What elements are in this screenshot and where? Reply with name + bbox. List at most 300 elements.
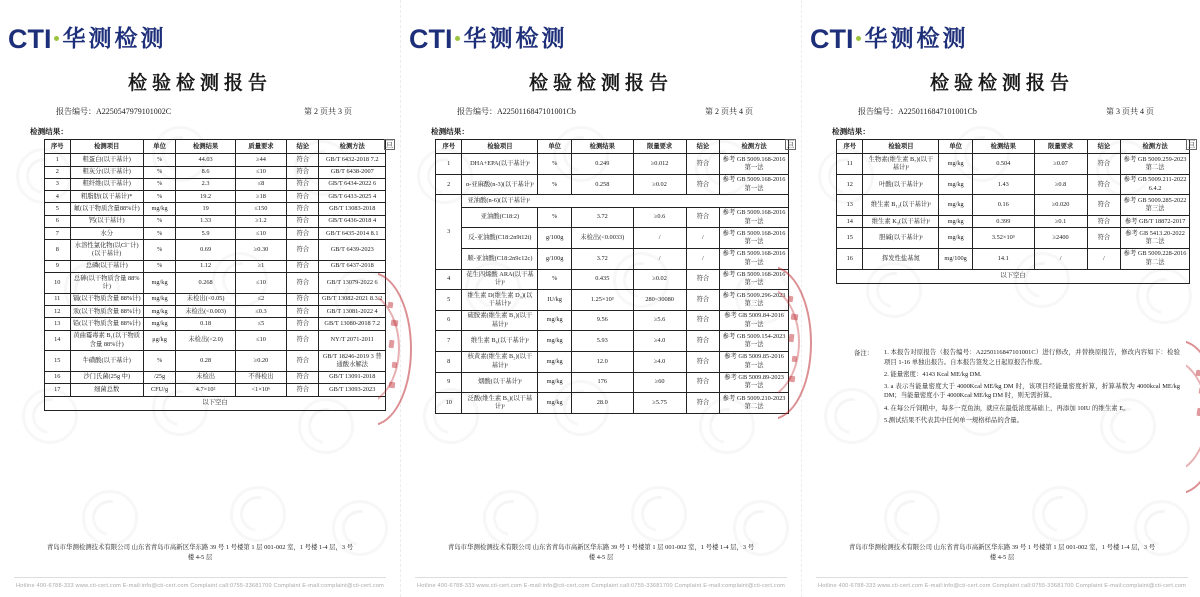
- cell: 符合: [686, 372, 720, 393]
- cell: ≥0.02: [633, 269, 686, 290]
- cell: 参考 GB 5009.154-2023 第一法: [720, 331, 789, 352]
- cell: 参考 GB 5009.85-2016 第一法: [720, 351, 789, 372]
- cell: 符合: [686, 331, 720, 352]
- cell: 14: [837, 216, 863, 228]
- cell: 7: [45, 228, 71, 240]
- cell: mg/kg: [143, 273, 175, 294]
- cell: ≥4.0: [633, 351, 686, 372]
- cell: 6: [436, 310, 462, 331]
- cell: 汞(以干物质含量 88%计): [70, 306, 143, 318]
- blank-below-row: [45, 396, 386, 410]
- page-indicator: 第 2 页共 4 页: [705, 107, 753, 116]
- report-meta: [858, 106, 1154, 117]
- cell: mg/kg: [538, 331, 572, 352]
- cell: GB/T 13082-2021 8.3.2: [319, 293, 386, 305]
- cell: <1×10⁶: [235, 384, 286, 396]
- cell: 0.435: [571, 269, 633, 290]
- table-header-row: [45, 140, 386, 154]
- cell: ≥4.0: [633, 331, 686, 352]
- report-title: 检验检测报告: [929, 73, 1074, 94]
- cti-logo-chinese: 华测检测: [864, 26, 969, 51]
- table-row: [45, 178, 386, 190]
- cell: 1.12: [176, 260, 236, 272]
- column-header: 结论: [686, 140, 720, 154]
- remark-line: 5.测试结果不代表其中任何单一规格样品的含量。: [884, 416, 1023, 424]
- cell: 0.249: [571, 154, 633, 175]
- cell: 17: [45, 384, 71, 396]
- cell: GB/T 6434-2022 6: [319, 178, 386, 190]
- cell: 符合: [1087, 154, 1121, 175]
- report-number-value: A2250116847101001Cb: [497, 107, 576, 116]
- cell: ≥5.6: [633, 310, 686, 331]
- cell: 0.268: [176, 273, 236, 294]
- cell: 13: [45, 318, 71, 330]
- table-row: [436, 372, 789, 393]
- cell: 符合: [287, 154, 319, 166]
- remarks: [854, 348, 1180, 428]
- cell: %: [538, 174, 572, 195]
- cell: 1.25×10³: [571, 290, 633, 311]
- remarks-list: [884, 348, 1180, 428]
- cell: 5: [436, 290, 462, 311]
- cti-watermark: [1032, 486, 1088, 542]
- cell: 花生四烯酸 ARA(以干基计)ᵃ: [462, 269, 538, 290]
- cell: %: [538, 207, 572, 228]
- cell: 亚油酸(C18:2): [462, 207, 538, 228]
- cell: 水分: [70, 228, 143, 240]
- cell: mg/kg: [939, 228, 973, 249]
- cell: %: [143, 228, 175, 240]
- cell: 符合: [287, 260, 319, 272]
- cell: %: [143, 240, 175, 261]
- cell: 4: [45, 191, 71, 203]
- cell: 符合: [287, 273, 319, 294]
- table-row: [45, 371, 386, 383]
- table-row: [436, 351, 789, 372]
- cell: /: [1087, 248, 1121, 269]
- column-header: 检测项目: [70, 140, 143, 154]
- report-title: 检验检测报告: [127, 73, 272, 94]
- cell: 挥发性盐基氮: [863, 248, 939, 269]
- cell: 符合: [287, 191, 319, 203]
- cell: 符合: [287, 293, 319, 305]
- cell: 12: [837, 174, 863, 195]
- cti-logo-chinese: 华测检测: [463, 26, 568, 51]
- cell: 粗灰分(以干基计): [70, 166, 143, 178]
- table-row: [436, 248, 789, 269]
- cell: 8: [436, 351, 462, 372]
- cell: 参考 GB 5009.89-2023 第一法: [720, 372, 789, 393]
- cell: mg/kg: [939, 195, 973, 216]
- remark-line: 1. 本报告对原报告（报告编号：A2250116847101001C）进行修改，并替换原报告，修改内容如下：检验项目 1-16 单独出报告。自本报告签发之日起原报告作废。: [884, 349, 1180, 366]
- cell: 符合: [1087, 195, 1121, 216]
- cell: 13: [837, 195, 863, 216]
- report-page-3: [801, 0, 1200, 597]
- cell: 符合: [686, 393, 720, 414]
- cell: 0.399: [972, 216, 1034, 228]
- cell: mg/kg: [939, 216, 973, 228]
- cell: 1: [45, 154, 71, 166]
- cell: ≤0.3: [235, 306, 286, 318]
- cell: 1.33: [176, 215, 236, 227]
- cell: 符合: [1087, 174, 1121, 195]
- table-row: [45, 260, 386, 272]
- cti-logo-text: CTI: [8, 24, 52, 54]
- cell: 参考 GB 5009.168-2016 第一法: [720, 228, 789, 249]
- cell: GB/T 13081-2022 4: [319, 306, 386, 318]
- cell: 16: [45, 371, 71, 383]
- cell: %: [143, 351, 175, 372]
- cell: 泛酸(维生素 B₅)(以干基计)ᵃ: [462, 393, 538, 414]
- cell: 9.56: [571, 310, 633, 331]
- cell: 维生素 B₆(以干基计)ᵃ: [462, 331, 538, 352]
- cell: %: [143, 166, 175, 178]
- cell: ≥60: [633, 372, 686, 393]
- table-row: [436, 195, 789, 207]
- cell: 8.6: [176, 166, 236, 178]
- cell: 14.1: [972, 248, 1034, 269]
- cell: GB/T 6437-2018: [319, 260, 386, 272]
- logo-green-dot-icon: [856, 36, 861, 41]
- cell: %: [143, 191, 175, 203]
- cell: 未检出(<2.0): [176, 330, 236, 351]
- cell: g/100g: [538, 228, 572, 249]
- cell: 符合: [287, 351, 319, 372]
- table-row: [45, 228, 386, 240]
- cell: 顺-亚油酸(C18:2n9c12c): [462, 248, 538, 269]
- cell: 4: [436, 269, 462, 290]
- cell: ≤10: [235, 273, 286, 294]
- table-row: [45, 166, 386, 178]
- cell: 水溶性氯化物(以Cl⁻计)(以干基计): [70, 240, 143, 261]
- cell: ≥2400: [1034, 228, 1087, 249]
- cell: ≥0.6: [633, 207, 686, 228]
- cell: 5.9: [176, 228, 236, 240]
- remark-line: 3. a 表示当能量密度大于 4000Kcal ME/kg DM 时，该项目经能量密度折算，折算基数为 4000kcal ME/kg DM；当能量密度小于 4000Kcal ME/kg DM 时，则无需折算。: [884, 382, 1180, 400]
- cell: 0.69: [176, 240, 236, 261]
- column-header: 单位: [939, 140, 973, 154]
- report-page-2: [400, 0, 801, 597]
- cell: 28.0: [571, 393, 633, 414]
- cell: ≤10: [235, 330, 286, 351]
- cell: 参考 GB 5009.168-2016 第一法: [720, 174, 789, 195]
- cell: 12: [45, 306, 71, 318]
- cell: 5: [45, 203, 71, 215]
- cell: 镉(以干物质含量 88%计): [70, 293, 143, 305]
- cell: GB/T 6438-2007: [319, 166, 386, 178]
- column-header: 序号: [45, 140, 71, 154]
- cell: 2.3: [176, 178, 236, 190]
- cell: 5.93: [571, 331, 633, 352]
- page-indicator: 第 3 页共 4 页: [1106, 107, 1154, 116]
- cell: %: [538, 269, 572, 290]
- cell: ≥0.02: [633, 174, 686, 195]
- cell: GB/T 6436-2018 4: [319, 215, 386, 227]
- cell: 符合: [686, 351, 720, 372]
- cell: 12.0: [571, 351, 633, 372]
- column-header: 检验项目: [462, 140, 538, 154]
- report-page-1: [0, 0, 400, 597]
- cell: ≥0.20: [235, 351, 286, 372]
- cell: 3.72: [571, 248, 633, 269]
- results-table: [836, 139, 1190, 284]
- cell: 符合: [686, 269, 720, 290]
- table-row: [45, 351, 386, 372]
- cell: mg/kg: [939, 174, 973, 195]
- cell: 符合: [287, 215, 319, 227]
- cell: 粗脂肪(以干基计)*: [70, 191, 143, 203]
- table-row: [436, 393, 789, 414]
- table-row: [45, 293, 386, 305]
- cti-logo-chinese: 华测检测: [62, 26, 167, 51]
- cell: %: [143, 215, 175, 227]
- cell: /: [686, 248, 720, 269]
- table-row: [45, 203, 386, 215]
- logo-green-dot-icon: [54, 36, 59, 41]
- cell: 总砷(以干物质含量 88%计): [70, 273, 143, 294]
- cti-watermark: [483, 490, 539, 546]
- cti-watermark: [631, 486, 687, 542]
- cell: /: [1034, 248, 1087, 269]
- cell: 8: [45, 240, 71, 261]
- cell: GB/T 13080-2018 7.2: [319, 318, 386, 330]
- cell: 烟酸(以干基计)ᵃ: [462, 372, 538, 393]
- column-header: 结论: [287, 140, 319, 154]
- cell: 细菌总数: [70, 384, 143, 396]
- cell: 牛磺酸(以干基计): [70, 351, 143, 372]
- column-header: 序号: [837, 140, 863, 154]
- cell: mg/kg: [143, 293, 175, 305]
- report-number: [457, 106, 576, 117]
- table-row: [837, 154, 1190, 175]
- column-header: 检测结果: [571, 140, 633, 154]
- cell: 15: [837, 228, 863, 249]
- cell: 1.43: [972, 174, 1034, 195]
- report-number-label: 报告编号：: [56, 107, 96, 116]
- cell: 符合: [287, 384, 319, 396]
- cell: 钙(以干基计): [70, 215, 143, 227]
- cell: 总磷(以干基计): [70, 260, 143, 272]
- cti-logo: [409, 24, 568, 58]
- table-row: [837, 216, 1190, 228]
- cell: mg/kg: [538, 351, 572, 372]
- cell: mg/kg: [939, 154, 973, 175]
- cell: 0.258: [571, 174, 633, 195]
- cell: ≥1: [235, 260, 286, 272]
- cell: 符合: [686, 207, 720, 228]
- cell: 不得检出: [235, 371, 286, 383]
- column-header: 检测结果: [176, 140, 236, 154]
- cell: 粗纤维(以干基计): [70, 178, 143, 190]
- table-row: [436, 154, 789, 175]
- cell: 参考 GB 5009.296-2023 第三法: [720, 290, 789, 311]
- cell: 参考 GB 5413.20-2022 第二法: [1121, 228, 1190, 249]
- cell: α-亚麻酸(n-3)(以干基计)ᵃ: [462, 174, 538, 195]
- cell: 0.16: [972, 195, 1034, 216]
- remark-line: 4. 在每公斤饲粮中，每多一克鱼油，就应在最低浓度基础上，再添加 10IU 的维生素 E。: [884, 404, 1130, 412]
- remarks-label: 备注：: [854, 350, 874, 357]
- cell: 符合: [287, 306, 319, 318]
- report-meta: [457, 106, 753, 117]
- cell: 参考 GB 5009.210-2023 第二法: [720, 393, 789, 414]
- table-row: [436, 310, 789, 331]
- cell: 符合: [287, 318, 319, 330]
- cell: mg/kg: [538, 372, 572, 393]
- cell: mg/100g: [939, 248, 973, 269]
- cell: 沙门氏菌(25g 中): [70, 371, 143, 383]
- company-address: 青岛市华测检测技术有限公司 山东省青岛市高新区华东路 39 号 1 号楼第 1 层 001-002 室，1 号楼 1-4 层，3 号楼 4-5 层: [447, 543, 755, 561]
- cell: 符合: [686, 290, 720, 311]
- cell: GB/T 13091-2018: [319, 371, 386, 383]
- table-row: [45, 273, 386, 294]
- report-number-value: A2250116847101001Cb: [898, 107, 977, 116]
- cell: ≥0.1: [1034, 216, 1087, 228]
- column-header: 检验项目: [863, 140, 939, 154]
- table-row: [45, 154, 386, 166]
- logo-green-dot-icon: [455, 36, 460, 41]
- cti-watermark: [82, 490, 138, 546]
- cell: ≥0.30: [235, 240, 286, 261]
- cell: DHA+EPA(以干基计)ᵃ: [462, 154, 538, 175]
- cell: 符合: [686, 310, 720, 331]
- cell: 亚油酸(n-6)(以干基计)ᵃ: [462, 195, 789, 207]
- column-header: 限量要求: [633, 140, 686, 154]
- cell: 黄曲霉毒素 B₁(以干物质含量 88%计): [70, 330, 143, 351]
- page-edge-mark-icon: 亘: [786, 140, 795, 149]
- cell: 3: [436, 195, 462, 269]
- table-row: [436, 290, 789, 311]
- cell: 参考 GB 5009.228-2016 第二法: [1121, 248, 1190, 269]
- cell: 6: [45, 215, 71, 227]
- report-title: 检验检测报告: [528, 73, 673, 94]
- cell: 0.28: [176, 351, 236, 372]
- cell: GB/T 6433-2025 4: [319, 191, 386, 203]
- cti-watermark: [230, 486, 286, 542]
- cell: 9: [436, 372, 462, 393]
- blank-below-label: 以下空白: [45, 396, 386, 410]
- cell: /: [686, 228, 720, 249]
- cti-watermark: [884, 490, 940, 546]
- footer-hotline: Hotline 400-6788-333 www.cti-cert.com E-mail:info@cti-cert.com Complaint call:0755-33681700 Complaint E-mail:complaint@cti-cert.com: [14, 577, 386, 589]
- page-indicator: 第 2 页共 3 页: [304, 107, 352, 116]
- cell: 参考 GB 5009.211-2022 6.4.2: [1121, 174, 1190, 195]
- cell: 维生素 D(维生素 D₃)(以干基计)ᵃ: [462, 290, 538, 311]
- cell: GB/T 13079-2022 6: [319, 273, 386, 294]
- cell: 胆碱(以干基计)ᵃ: [863, 228, 939, 249]
- cell: ≥1.2: [235, 215, 286, 227]
- cell: 10: [45, 273, 71, 294]
- cti-logo: [8, 24, 167, 58]
- cell: 未检出: [176, 371, 236, 383]
- cell: 44.03: [176, 154, 236, 166]
- cell: CFU/g: [143, 384, 175, 396]
- cell: 10: [436, 393, 462, 414]
- cell: 硫胺素(维生素 B₁)(以干基计)ᵃ: [462, 310, 538, 331]
- cell: 叶酸(以干基计)ᵃ: [863, 174, 939, 195]
- cell: GB/T 13093-2023: [319, 384, 386, 396]
- cell: 符合: [287, 240, 319, 261]
- cell: mg/kg: [143, 306, 175, 318]
- cell: 维生素 K₃(以干基计)ᵃ: [863, 216, 939, 228]
- cell: ≥0.07: [1034, 154, 1087, 175]
- cell: NY/T 2071-2011: [319, 330, 386, 351]
- cell: 参考 GB 5009.285-2022 第三法: [1121, 195, 1190, 216]
- cell: %: [143, 154, 175, 166]
- cell: ≥0.8: [1034, 174, 1087, 195]
- cell: 0.18: [176, 318, 236, 330]
- cell: ≥0.020: [1034, 195, 1087, 216]
- results-table: [435, 139, 789, 414]
- cell: 符合: [1087, 216, 1121, 228]
- cell: /25g: [143, 371, 175, 383]
- cell: 未检出(<0.05): [176, 293, 236, 305]
- results-table: [44, 139, 386, 411]
- table-row: [45, 318, 386, 330]
- cell: g/100g: [538, 248, 572, 269]
- cell: 11: [45, 293, 71, 305]
- table-row: [45, 191, 386, 203]
- cell: mg/kg: [143, 203, 175, 215]
- cell: mg/kg: [143, 318, 175, 330]
- cell: 符合: [287, 330, 319, 351]
- table-row: [436, 269, 789, 290]
- cell: 14: [45, 330, 71, 351]
- cell: 2: [436, 174, 462, 195]
- cell: mg/kg: [538, 310, 572, 331]
- cell: GB/T 6439-2023: [319, 240, 386, 261]
- table-header-row: [436, 140, 789, 154]
- cell: GB/T 18246-2019 3 普通酸水解法: [319, 351, 386, 372]
- cell: 反-亚油酸(C18:2n9t12t): [462, 228, 538, 249]
- cell: ≤150: [235, 203, 286, 215]
- table-row: [837, 195, 1190, 216]
- cell: ≤10: [235, 166, 286, 178]
- cell: 未检出(<0.0033): [571, 228, 633, 249]
- table-row: [436, 331, 789, 352]
- cell: /: [633, 228, 686, 249]
- cell: %: [538, 154, 572, 175]
- blank-below-row: [837, 269, 1190, 283]
- results-label: 检测结果：: [431, 127, 469, 136]
- cell: 7: [436, 331, 462, 352]
- cell: 参考 GB 5009.168-2016 第一法: [720, 248, 789, 269]
- table-row: [45, 330, 386, 351]
- cell: ≥18: [235, 191, 286, 203]
- remark-line: 2. 能量密度：4143 Kcal ME/kg DM.: [884, 370, 982, 378]
- cell: 氟(以干物质含量88%计): [70, 203, 143, 215]
- table-row: [837, 248, 1190, 269]
- cell: 11: [837, 154, 863, 175]
- column-header: 序号: [436, 140, 462, 154]
- company-address: 青岛市华测检测技术有限公司 山东省青岛市高新区华东路 39 号 1 号楼第 1 层 001-002 室，1 号楼 1-4 层，3 号楼 4-5 层: [46, 543, 354, 561]
- column-header: 检测结果: [972, 140, 1034, 154]
- cell: 2: [45, 166, 71, 178]
- cell: 4.7×10²: [176, 384, 236, 396]
- cell: ≤8: [235, 178, 286, 190]
- column-header: 质量要求: [235, 140, 286, 154]
- table-row: [837, 228, 1190, 249]
- cti-logo-text: CTI: [810, 24, 854, 54]
- cell: %: [143, 260, 175, 272]
- report-number-label: 报告编号：: [457, 107, 497, 116]
- cell: 粗蛋白(以干基计): [70, 154, 143, 166]
- cell: mg/kg: [538, 393, 572, 414]
- column-header: 检测方法: [1121, 140, 1190, 154]
- footer-hotline: Hotline 400-6788-333 www.cti-cert.com E-mail:info@cti-cert.com Complaint call:0755-33681700 Complaint E-mail:complaint@cti-cert.com: [415, 577, 787, 589]
- cell: 3.52×10³: [972, 228, 1034, 249]
- cell: 符合: [1087, 228, 1121, 249]
- page-edge-mark-icon: 亘: [385, 140, 394, 149]
